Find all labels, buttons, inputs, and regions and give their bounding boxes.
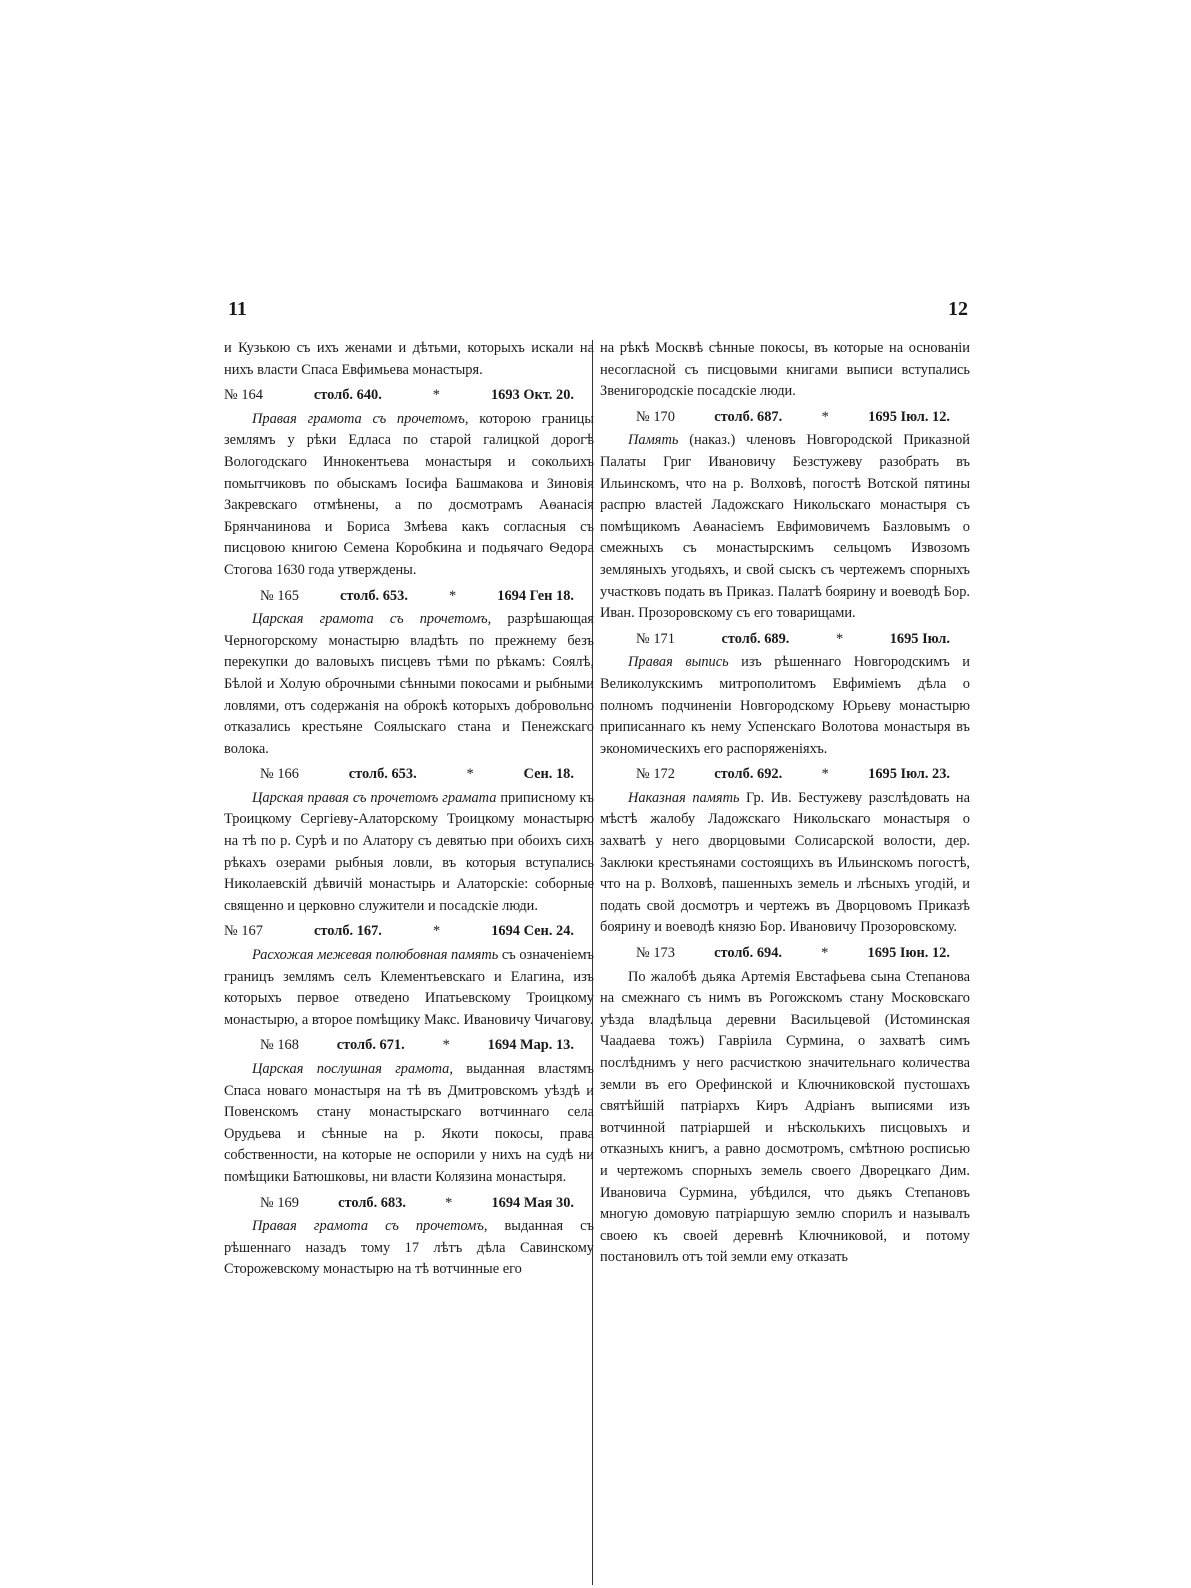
- entry-number: № 169: [260, 1194, 299, 1211]
- entry-date: 1694 Мая 30.: [491, 1194, 574, 1211]
- entry-body: приписному къ Троицкому Сергіеву-Алаторскому Троицкому монастырю на тѣ по р. Сурѣ и по Алатору съ девятью при обоихъ сихъ рѣкахъ озерами рыбныя ловли, въ которыя вступались Николаевскій дѣвичій монастырь и Алаторскіе: соборные священно и церковно служители и посадскіе люди.: [224, 789, 594, 914]
- entry-number: № 173: [636, 945, 675, 962]
- entry-body: выданная властямъ Спаса новаго монастыря на тѣ въ Дмитровскомъ уѣздѣ и Повенскомъ стану монастырскаго вотчиннаго села Орудьева и сѣнные на р. Якоти покосы, права собственности, на которые не оспорили у нихъ на судѣ ни помѣщики Батюшковы, ни власти Колязина монастыря.: [224, 1061, 594, 1185]
- entry-star: *: [442, 1037, 450, 1054]
- entry-column-ref: столб. 689.: [721, 630, 790, 647]
- entry-header: [600, 629, 970, 651]
- entry-number: № 167: [224, 923, 263, 940]
- page-number-right: 12: [948, 298, 968, 320]
- page-number-left: 11: [228, 298, 247, 320]
- entry-date: 1693 Окт. 20.: [490, 387, 574, 404]
- entry-header: [600, 764, 970, 786]
- entry-number: № 170: [636, 408, 675, 425]
- entry-star: *: [835, 630, 844, 647]
- entry-star: *: [449, 587, 457, 604]
- entry-column-ref: столб. 687.: [714, 408, 783, 425]
- entry-body: съ означеніемъ границъ землямъ селъ Клементьевскаго и Елагина, изъ которыхъ первое отведено Ипатьевскому Троицкому монастырю, а второе помѣщику Макс. Ивановичу Чичагову.: [224, 947, 594, 1028]
- entry-column-ref: столб. 671.: [336, 1037, 405, 1054]
- entry-star: *: [821, 766, 829, 783]
- entry-title: Царская грамота съ прочетомъ,: [252, 611, 492, 628]
- entry-paragraph: [600, 430, 970, 624]
- entry-column-ref: столб. 167.: [313, 923, 382, 940]
- entry-number: № 171: [636, 630, 675, 647]
- entry-number: № 172: [636, 766, 675, 783]
- entry-title: Правая выпись: [628, 654, 729, 671]
- entry-date: 1694 Сен. 24.: [491, 923, 574, 940]
- entry-number: № 165: [260, 587, 299, 604]
- entry-star: *: [432, 923, 441, 940]
- entry-header: [224, 385, 594, 407]
- right-column: [600, 338, 970, 1269]
- entry-date: 1695 Іюл.: [889, 630, 950, 647]
- entry-column-ref: столб. 653.: [340, 587, 408, 604]
- entry-column-ref: столб. 640.: [313, 387, 382, 404]
- text-paragraph: По жалобѣ дьяка Артемія Евстафьева сына Степанова на смежнаго съ нимъ въ Рогожскомъ стану Московскаго уѣзда владѣльца деревни Васильцевой (Истоминская Чаадаева тожъ) Гавріила Сурмина, о захватѣ симъ послѣднимъ у него расчисткою значительнаго количества земли въ его Орефинской и Ключниковской пустошахъ святѣйшій патріархъ Киръ Адріанъ выписями изъ вотчинной патріаршей и нѣсколькихъ писцовыхъ и отказныхъ книгъ, а равно досмотромъ, смѣтною росписью и чертежомъ спорныхъ земель своего Дворецкаго Дим. Ивановича Сурмина, убѣдился, что дьякъ Степановъ многую домовую патріаршую землю спорилъ и называлъ своею къ своей деревнѣ Ключниковой, и потому постановилъ отъ той земли ему отказать: [600, 968, 970, 1266]
- entry-body: выданная съ рѣшеннаго назадъ тому 17 лѣтъ дѣла Савинскому Сторожевскому монастырю на тѣ вотчинные его: [224, 1218, 594, 1278]
- entry-star: *: [445, 1194, 453, 1211]
- entry-body: которою границы землямъ у рѣки Едласа по старой галицкой дорогѣ Вологодскаго Иннокентьева монастыря и сокольихъ помытчиковъ по обыскамъ Іосифа Башмакова и Зиновія Закревскаго отмѣнены, а по досмотрамъ Аѳанасія Брянчанинова и Бориса Змѣева какъ согласныя съ писцовою книгою Семена Коробкина и подьячаго Ѳедора Стогова 1630 года утверждены.: [224, 410, 594, 578]
- entry-header: [224, 1193, 594, 1215]
- entry-title: Правая грамота съ прочетомъ,: [252, 1218, 488, 1235]
- text-paragraph: и Кузькою съ ихъ женами и дѣтьми, которыхъ искали на нихъ власти Спаса Евфимьева монастыря.: [224, 340, 594, 378]
- entry-header: [224, 764, 594, 786]
- entry-number: № 164: [224, 387, 263, 404]
- entry-title: Наказная память: [628, 789, 740, 806]
- entry-date: 1695 Іюл. 23.: [868, 766, 950, 783]
- entry-column-ref: столб. 692.: [714, 766, 783, 783]
- entry-paragraph: [600, 788, 970, 939]
- entry-paragraph: [224, 945, 594, 1031]
- entry-column-ref: столб. 683.: [338, 1194, 406, 1211]
- entry-body: Гр. Ив. Бестужеву разслѣдовать на мѣстѣ жалобу Ладожскаго Никольскаго монастыря о захватѣ у него дворцовыми Солисарской волости, дер. Заклюки крестьянами состоящихъ въ Ильинскомъ погостѣ, что на р. Волховѣ, пашенныхъ земель и лѣсныхъ угодій, и подать свой досмотръ и чертежъ въ Дворцовомъ Приказѣ боярину и воеводѣ князю Бор. Ивановичу Прозоровскому.: [600, 789, 970, 936]
- entry-date: Сен. 18.: [523, 766, 574, 783]
- entry-paragraph: [224, 609, 594, 760]
- entry-title: Царская правая съ прочетомъ грамата: [252, 789, 497, 806]
- entry-paragraph: [224, 1216, 594, 1281]
- entry-star: *: [466, 766, 474, 783]
- entry-header: [224, 921, 594, 943]
- left-column: [224, 338, 594, 1281]
- entry-title: Память: [628, 432, 679, 449]
- entry-header: [224, 586, 594, 608]
- entry-column-ref: столб. 653.: [348, 766, 417, 783]
- entry-star: *: [821, 945, 829, 962]
- entry-column-ref: столб. 694.: [714, 945, 782, 962]
- entry-body: изъ рѣшеннаго Новгородскимъ и Великолукскимъ митрополитомъ Евфиміемъ дѣла о полномъ подчиненіи Новгородскому Юрьеву монастырю приписаннаго къ нему Успенскаго Волотова монастыря въ экономическихъ его распоряженіяхъ.: [600, 654, 970, 757]
- entry-title: Правая грамота съ прочетомъ,: [252, 410, 469, 427]
- entry-date: 1695 Іюл. 12.: [868, 408, 950, 425]
- entry-paragraph: [224, 409, 594, 582]
- entry-body: (наказ.) членовъ Новгородской Приказной Палаты Григ Ивановичу Безстужеву разобрать въ Ильинскомъ, что на р. Волховѣ, погостѣ Вотской пятины распрю властей Ладожскаго Никольскаго монастыря съ помѣщикомъ Аѳанасіемъ Евфимовичемъ Базловымъ о смежныхъ съ монастырскимъ сельцомъ Извозомъ земляныхъ угодьяхъ, и свой сыскъ съ чертежемъ спорныхъ участковъ подать въ Приказ. Палатѣ боярину и воеводѣ Бор. Иван. Прозоровскому съ его товарищами.: [600, 432, 970, 622]
- entry-date: 1694 Ген 18.: [497, 587, 574, 604]
- entry-header: [600, 943, 970, 965]
- entry-header: [600, 407, 970, 429]
- entry-star: *: [432, 387, 440, 404]
- entry-paragraph: [600, 652, 970, 760]
- entry-paragraph: [224, 1059, 594, 1189]
- entry-header: [224, 1035, 594, 1057]
- entry-number: № 168: [260, 1037, 299, 1054]
- entry-date: 1694 Мар. 13.: [487, 1037, 574, 1054]
- entry-title: Расхожая межевая полюбовная память: [252, 947, 499, 964]
- entry-body: разрѣшающая Черногорскому монастырю владѣть по прежнему безъ перекупки до валовыхъ писцевъ тѣми по рѣкамъ: Соялѣ, Бѣлой и Холую оброчными сѣнными покосами и рыбными ловлями, отъ содержанія на оброкѣ которыхъ добровольно отказались крестьяне Соялыскаго стана и Пенежскаго волока.: [224, 611, 594, 757]
- entry-star: *: [821, 408, 829, 425]
- entry-paragraph: [224, 788, 594, 918]
- entry-number: № 166: [260, 766, 299, 783]
- entry-title: Царская послушная грамота,: [252, 1061, 453, 1077]
- entry-date: 1695 Іюн. 12.: [867, 945, 950, 962]
- text-paragraph: на рѣкѣ Москвѣ сѣнные покосы, въ которые на основаніи несогласной съ писцовыми книгами выписи вступались Звенигородскіе посадскіе люди.: [600, 340, 970, 400]
